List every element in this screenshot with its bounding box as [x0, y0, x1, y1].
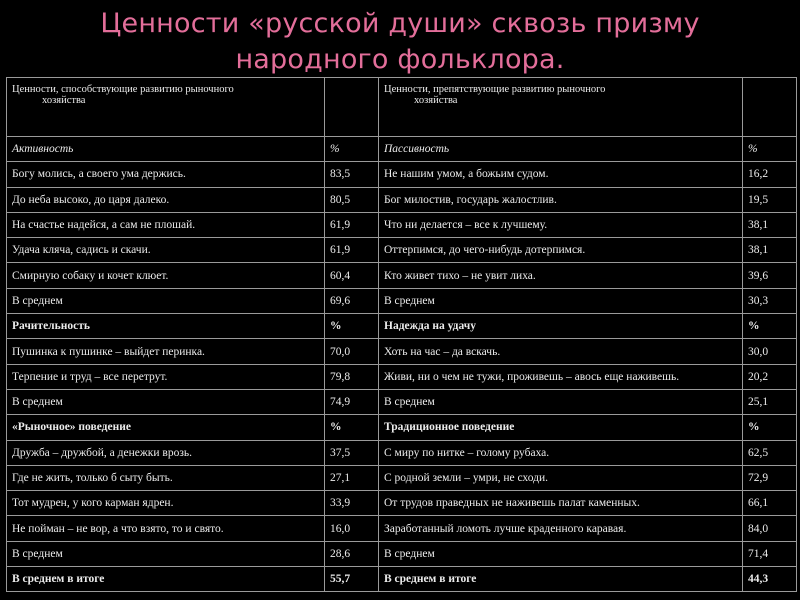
left-cell: В среднем	[7, 389, 325, 414]
right-percent-cell: 20,2	[743, 364, 797, 389]
table-row	[7, 389, 797, 414]
left-percent-cell: 61,9	[325, 212, 379, 237]
right-cell: Пассивность	[379, 137, 743, 162]
right-percent-cell: 30,3	[743, 288, 797, 313]
right-percent-cell: 39,6	[743, 263, 797, 288]
left-cell: Пушинка к пушинке – выйдет перинка.	[7, 339, 325, 364]
right-cell: От трудов праведных не наживешь палат каменных.	[379, 491, 743, 516]
left-cell: На счастье надейся, а сам не плошай.	[7, 212, 325, 237]
left-percent-cell: 16,0	[325, 516, 379, 541]
left-cell: Смирную собаку и кочет клюет.	[7, 263, 325, 288]
right-percent-cell: 44,3	[743, 567, 797, 592]
left-percent-cell: 74,9	[325, 389, 379, 414]
section-header-row	[7, 567, 797, 592]
table-row	[7, 187, 797, 212]
right-cell: В среднем в итоге	[379, 567, 743, 592]
left-percent-cell: 83,5	[325, 162, 379, 187]
right-percent-cell: 71,4	[743, 541, 797, 566]
right-percent-cell: 30,0	[743, 339, 797, 364]
left-cell: Дружба – дружбой, а денежки врозь.	[7, 440, 325, 465]
left-percent-cell: 33,9	[325, 491, 379, 516]
right-percent-cell: 66,1	[743, 491, 797, 516]
section-header-row	[7, 137, 797, 162]
left-percent-cell: 37,5	[325, 440, 379, 465]
left-cell: До неба высоко, до царя далеко.	[7, 187, 325, 212]
left-percent-cell: 79,8	[325, 364, 379, 389]
header-right-empty	[743, 78, 797, 137]
proverbs-table	[6, 77, 797, 592]
right-percent-cell: 19,5	[743, 187, 797, 212]
right-percent-cell: 62,5	[743, 440, 797, 465]
table-row	[7, 516, 797, 541]
right-cell: С миру по нитке – голому рубаха.	[379, 440, 743, 465]
left-percent-cell: %	[325, 415, 379, 440]
table-row	[7, 491, 797, 516]
section-header-row	[7, 415, 797, 440]
right-cell: Кто живет тихо – не увит лиха.	[379, 263, 743, 288]
left-percent-cell: %	[325, 137, 379, 162]
left-cell: Удача кляча, садись и скачи.	[7, 238, 325, 263]
right-cell: Что ни делается – все к лучшему.	[379, 212, 743, 237]
right-cell: Не нашим умом, а божьим судом.	[379, 162, 743, 187]
left-cell: Терпение и труд – все перетрут.	[7, 364, 325, 389]
right-cell: Традиционное поведение	[379, 415, 743, 440]
table-row	[7, 364, 797, 389]
left-percent-cell: 70,0	[325, 339, 379, 364]
right-cell: Бог милостив, государь жалостлив.	[379, 187, 743, 212]
table-row	[7, 440, 797, 465]
left-percent-cell: 28,6	[325, 541, 379, 566]
slide-title	[0, 6, 800, 78]
right-cell: В среднем	[379, 389, 743, 414]
table-row	[7, 541, 797, 566]
right-cell: Живи, ни о чем не тужи, проживешь – авось еще наживешь.	[379, 364, 743, 389]
left-percent-cell: 69,6	[325, 288, 379, 313]
right-percent-cell: 84,0	[743, 516, 797, 541]
title-line-2: народного фольклора.	[235, 44, 565, 75]
title-line-1: Ценности «русской души» сквозь призму	[100, 8, 700, 39]
left-cell: Не пойман – не вор, а что взято, то и свято.	[7, 516, 325, 541]
right-percent-cell: %	[743, 415, 797, 440]
left-percent-cell: 27,1	[325, 465, 379, 490]
table-row	[7, 465, 797, 490]
left-cell: «Рыночное» поведение	[7, 415, 325, 440]
right-cell: С родной земли – умри, не сходи.	[379, 465, 743, 490]
right-percent-cell: 25,1	[743, 389, 797, 414]
table-row	[7, 212, 797, 237]
left-cell: Тот мудрен, у кого карман ядрен.	[7, 491, 325, 516]
left-percent-cell: 55,7	[325, 567, 379, 592]
left-percent-cell: 80,5	[325, 187, 379, 212]
right-cell: Оттерпимся, до чего-нибудь дотерпимся.	[379, 238, 743, 263]
left-cell: В среднем	[7, 288, 325, 313]
right-cell: Надежда на удачу	[379, 314, 743, 339]
right-percent-cell: 38,1	[743, 238, 797, 263]
header-left-empty	[325, 78, 379, 137]
table-header-row	[7, 78, 797, 137]
right-cell: Хоть на час – да вскачь.	[379, 339, 743, 364]
table-row	[7, 263, 797, 288]
left-cell: Где не жить, только б сыту быть.	[7, 465, 325, 490]
right-cell: Заработанный ломоть лучше краденного каравая.	[379, 516, 743, 541]
right-percent-cell: %	[743, 137, 797, 162]
left-percent-cell: 61,9	[325, 238, 379, 263]
right-percent-cell: 38,1	[743, 212, 797, 237]
table-row	[7, 339, 797, 364]
section-header-row	[7, 314, 797, 339]
right-percent-cell: %	[743, 314, 797, 339]
left-cell: Рачительность	[7, 314, 325, 339]
header-right: Ценности, препятствующие развитию рыночного хозяйства	[379, 78, 743, 137]
table-row	[7, 162, 797, 187]
left-cell: В среднем	[7, 541, 325, 566]
right-cell: В среднем	[379, 541, 743, 566]
left-percent-cell: %	[325, 314, 379, 339]
left-percent-cell: 60,4	[325, 263, 379, 288]
right-percent-cell: 16,2	[743, 162, 797, 187]
left-cell: В среднем в итоге	[7, 567, 325, 592]
table-row	[7, 238, 797, 263]
header-left: Ценности, способствующие развитию рыночного хозяйства	[7, 78, 325, 137]
right-percent-cell: 72,9	[743, 465, 797, 490]
left-cell: Активность	[7, 137, 325, 162]
left-cell: Богу молись, а своего ума держись.	[7, 162, 325, 187]
table-row	[7, 288, 797, 313]
right-cell: В среднем	[379, 288, 743, 313]
